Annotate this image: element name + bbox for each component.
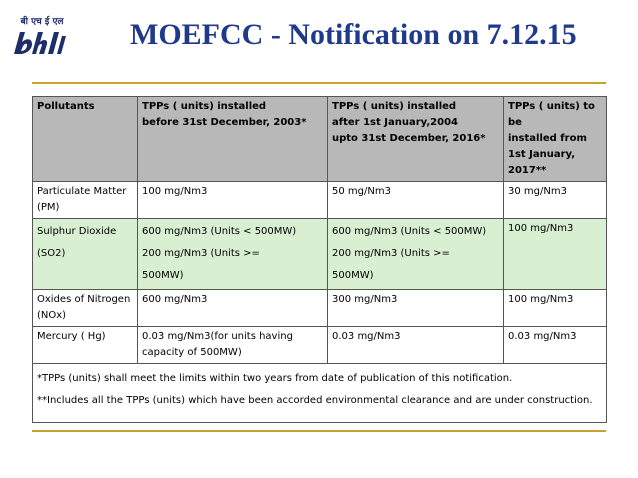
- emission-limits-table: [32, 96, 607, 423]
- table-header-row: [33, 97, 607, 182]
- cell-before-2003: 600 mg/Nm3 (Units < 500MW) 200 mg/Nm3 (Units >= 500MW): [138, 219, 328, 290]
- table-row-hg: [33, 327, 607, 364]
- cell-2004-2016: 0.03 mg/Nm3: [328, 327, 504, 364]
- cell-pollutant: Mercury ( Hg): [33, 327, 138, 364]
- table-row-pm: [33, 182, 607, 219]
- footnote-1: *TPPs (units) shall meet the limits within two years from date of publication of this notification.: [37, 373, 513, 384]
- page-title: MOEFCC - Notification on 7.12.15: [130, 18, 577, 51]
- cell-from-2017: 100 mg/Nm3: [504, 290, 607, 327]
- footnote-2: **Includes all the TPPs (units) which have been accorded environmental clearance and are under construction.: [37, 395, 593, 406]
- bhel-logo-icon: [10, 26, 68, 58]
- cell-2004-2016: 50 mg/Nm3: [328, 182, 504, 219]
- cell-pollutant: Particulate Matter (PM): [33, 182, 138, 219]
- cell-from-2017: 0.03 mg/Nm3: [504, 327, 607, 364]
- header-pollutants: Pollutants: [33, 97, 138, 182]
- bottom-divider: [32, 430, 606, 432]
- cell-pollutant: Sulphur Dioxide (SO2): [33, 219, 138, 290]
- table-row-so2: [33, 219, 607, 290]
- table-row-nox: [33, 290, 607, 327]
- cell-from-2017: 30 mg/Nm3: [504, 182, 607, 219]
- cell-pollutant: Oxides of Nitrogen (NOx): [33, 290, 138, 327]
- logo-hindi-text: बी एच ई एल: [20, 17, 64, 27]
- bhel-logo: [10, 14, 68, 58]
- cell-before-2003: 100 mg/Nm3: [138, 182, 328, 219]
- cell-before-2003: 0.03 mg/Nm3(for units having capacity of 500MW): [138, 327, 328, 364]
- header-2004-2016: TPPs ( units) installed after 1st January,2004 upto 31st December, 2016*: [328, 97, 504, 182]
- table-notes-row: [33, 364, 607, 423]
- top-divider: [32, 82, 606, 84]
- cell-2004-2016: 600 mg/Nm3 (Units < 500MW) 200 mg/Nm3 (Units >= 500MW): [328, 219, 504, 290]
- header-from-2017: TPPs ( units) to be installed from 1st January, 2017**: [504, 97, 607, 182]
- table-notes: [33, 364, 607, 423]
- cell-2004-2016: 300 mg/Nm3: [328, 290, 504, 327]
- header-before-2003: TPPs ( units) installed before 31st December, 2003*: [138, 97, 328, 182]
- cell-from-2017: 100 mg/Nm3: [504, 219, 607, 290]
- cell-before-2003: 600 mg/Nm3: [138, 290, 328, 327]
